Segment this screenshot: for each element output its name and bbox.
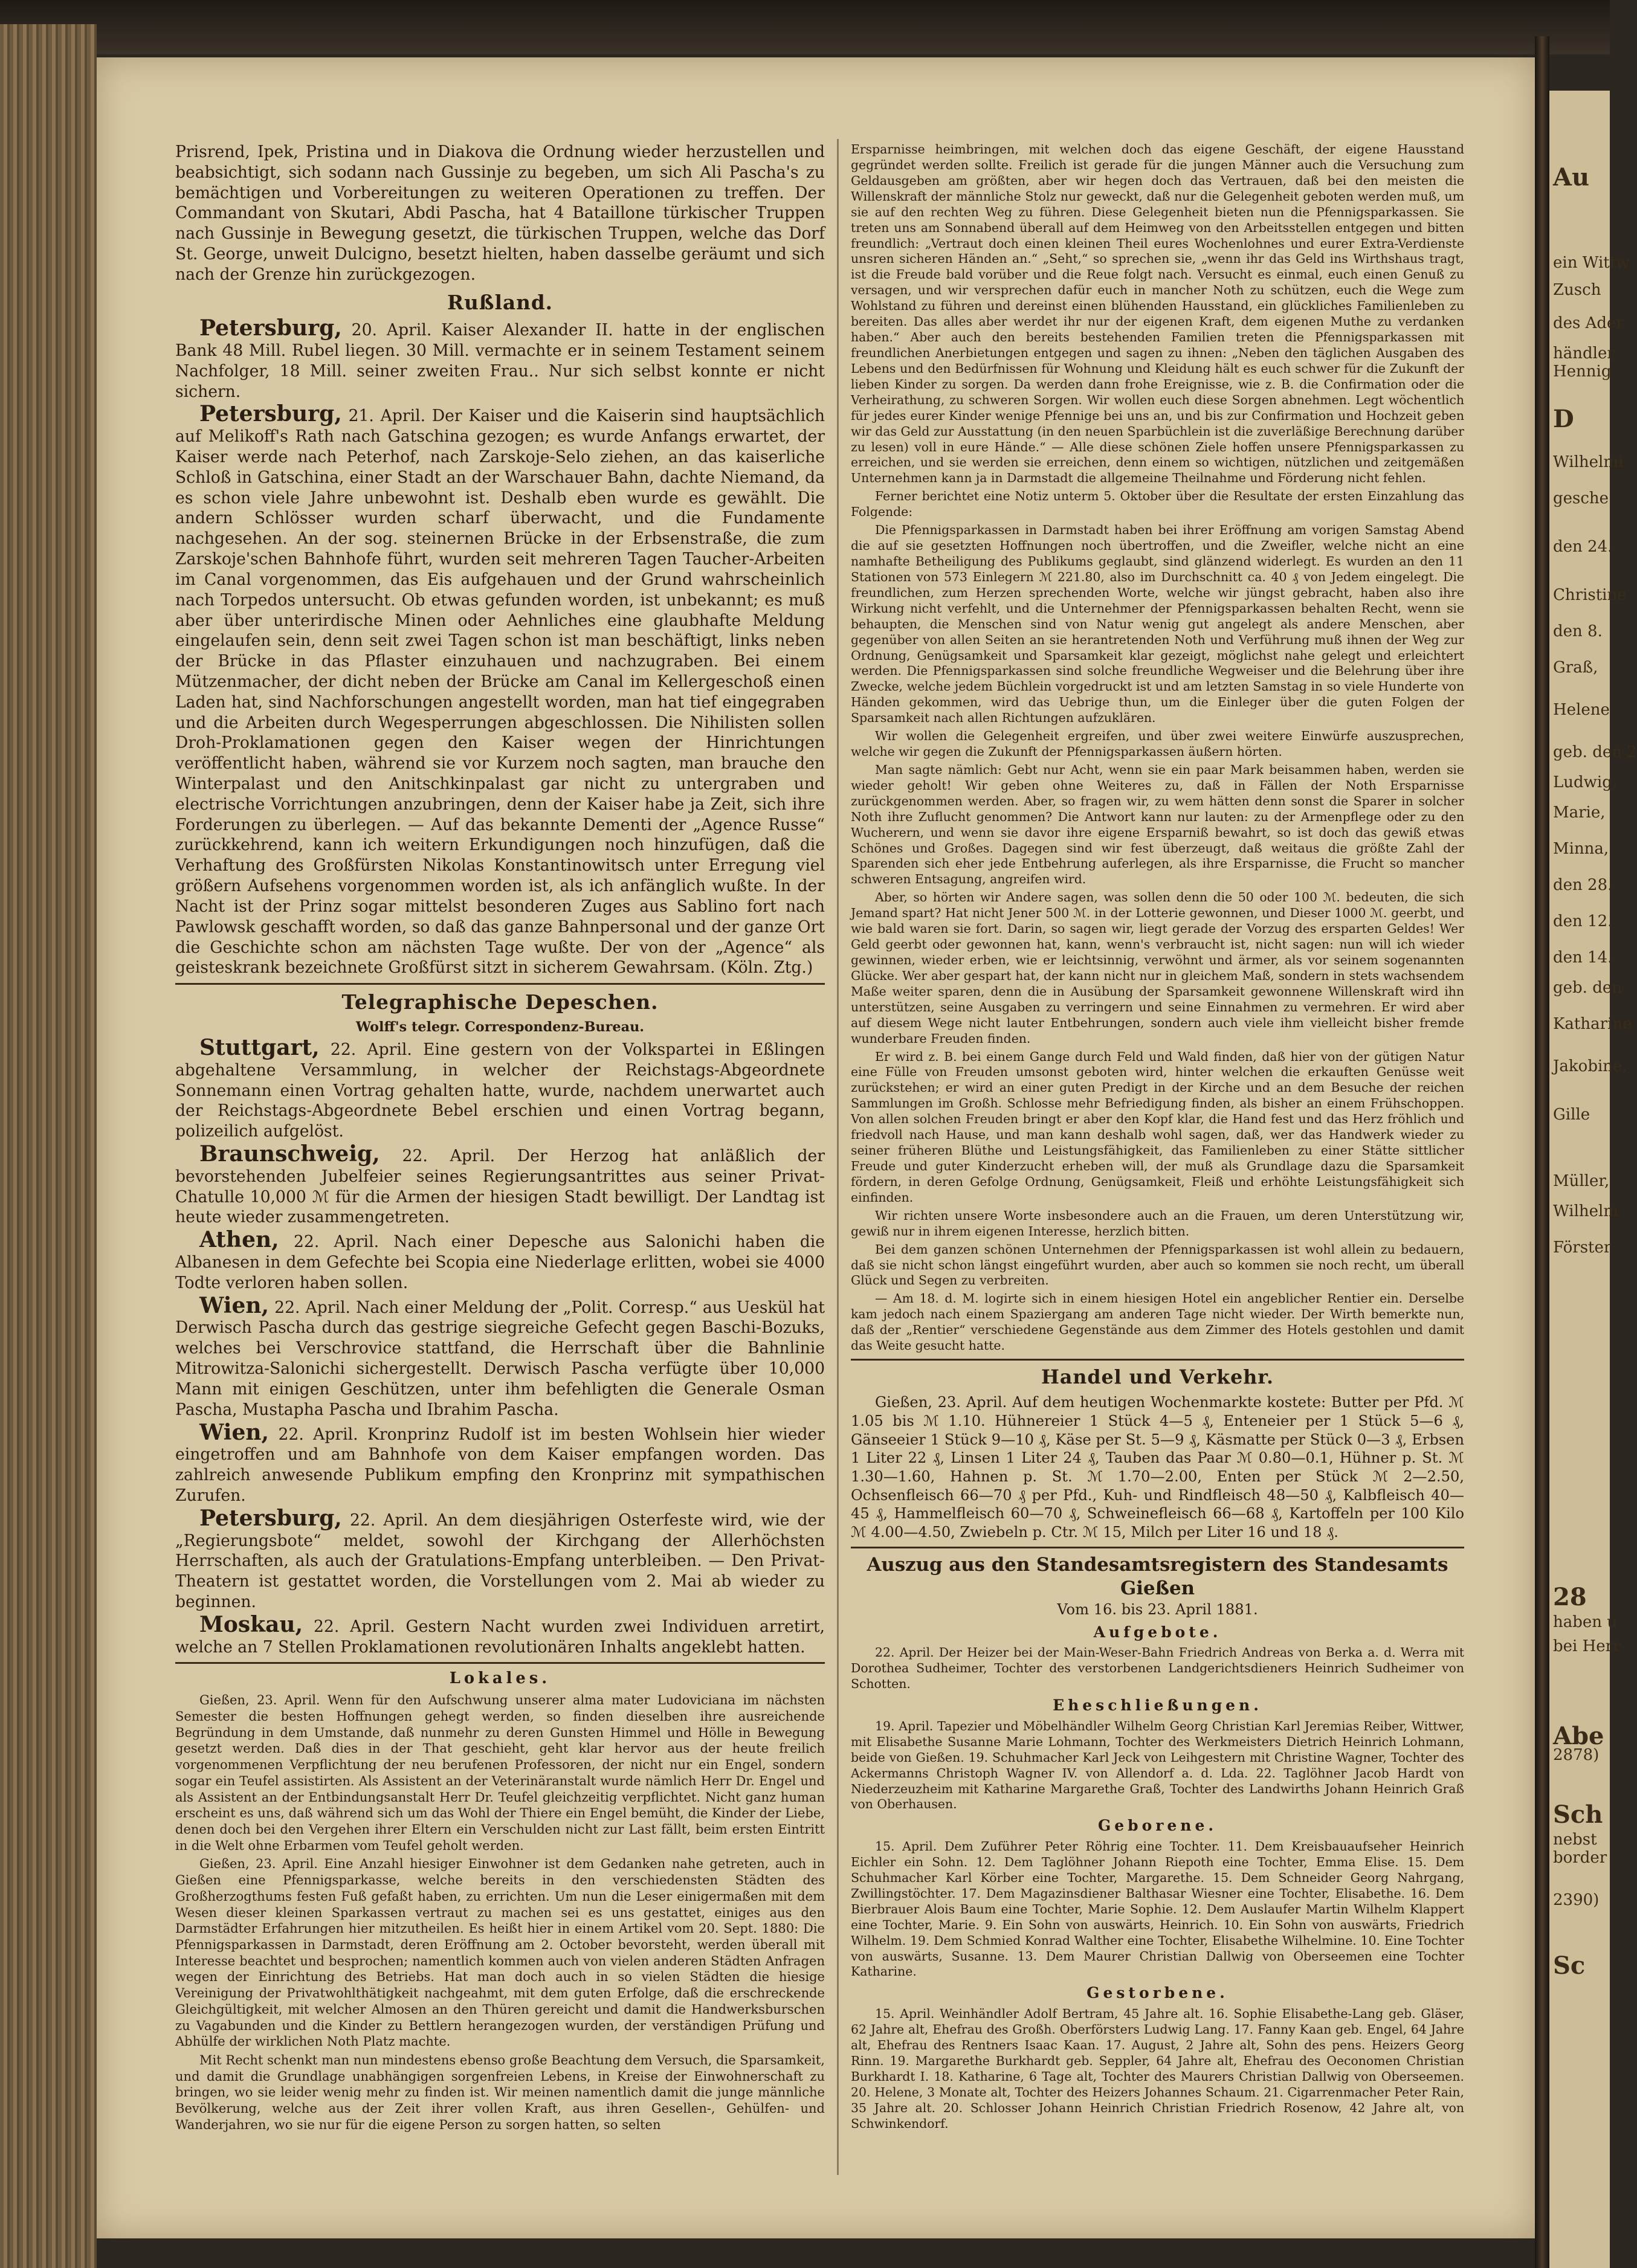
adjacent-page-text: Förster bbox=[1553, 1239, 1612, 1257]
telegram-stuttgart bbox=[175, 1034, 825, 1142]
dateline: Moskau, bbox=[199, 1611, 303, 1637]
registry-title: Auszug aus den Standesamtsregistern des Standesamts Gießen bbox=[867, 1553, 1448, 1599]
adjacent-page-text: 2878) bbox=[1553, 1746, 1600, 1764]
registry-dates: Vom 16. bis 23. April 1881. bbox=[1057, 1600, 1258, 1618]
adjacent-page-text: den 28. bbox=[1553, 876, 1613, 894]
adjacent-page-text: händler bbox=[1553, 344, 1615, 362]
article-text: 22. April. Gestern Nacht wurden zwei Individuen arretirt, welche an 7 Stellen Proklamationen revolutionären Inhalts angeklebt hatten. bbox=[175, 1617, 825, 1657]
adjacent-page-text: D bbox=[1553, 405, 1574, 433]
adjacent-page-text: Zusch bbox=[1553, 281, 1601, 299]
telegram-moskau bbox=[175, 1611, 825, 1658]
section-rule bbox=[851, 1547, 1464, 1548]
adjacent-page-text: border bbox=[1553, 1849, 1607, 1867]
section-rule bbox=[851, 1359, 1464, 1361]
adjacent-page-text: Ludwig, bbox=[1553, 773, 1618, 791]
book-spine bbox=[1535, 36, 1549, 2268]
adjacent-page-text: des Ader bbox=[1553, 314, 1624, 332]
continuation-paragraph: Bei dem ganzen schönen Unternehmen der Pfennigsparkassen ist wohl allein zu bedauern, daß sie nicht schon längst eingeführt wurden, aber auch so kommen sie noch recht, um überall Glück und Segen zu verbreiten. bbox=[851, 1242, 1464, 1288]
adjacent-page-text: den 12. bbox=[1553, 912, 1613, 930]
adjacent-page-text: Müller, bbox=[1553, 1172, 1610, 1190]
adjacent-page-text: Katharine bbox=[1553, 1015, 1632, 1033]
article-petersburg-2 bbox=[175, 401, 825, 978]
section-heading-russia: Rußland. bbox=[447, 290, 554, 314]
telegram-wien-2 bbox=[175, 1419, 825, 1506]
continuation-paragraph: Wir wollen die Gelegenheit ergreifen, und über zwei weitere Einwürfe auszusprechen, welche wir gegen die Zukunft der Pfennigsparkassen äußern hörten. bbox=[851, 729, 1464, 759]
section-heading-local: Lokales. bbox=[449, 1669, 551, 1688]
dateline: Stuttgart, bbox=[199, 1034, 320, 1060]
article-text: 22. April. Kronprinz Rudolf ist im besten Wohlsein hier wieder eingetroffen und am Bahnhofe von dem Kaiser empfangen worden. Das zahlreich anwesende Publikum empfing den Kronprinz mit sympathischen Zurufen. bbox=[175, 1425, 825, 1505]
article-text: 22. April. Der Herzog hat anläßlich der bevorstehenden Jubelfeier seines Regierungsantrittes aus seiner Privat-Chatulle 10,000 ℳ für die Armen der hiesigen Stadt bewilligt. Der Landtag ist heute wieder zusammengetreten. bbox=[175, 1146, 825, 1227]
continuation-paragraph: Man sagte nämlich: Gebt nur Acht, wenn sie ein paar Mark beisammen haben, werden sie wieder geholt! Wir geben ohne Weiteres zu, daß in Fällen der Noth Ersparnisse zurückgenommen werden. Aber, so fragen wir, zu wem hätten denn sonst die Sparer in solcher Noth ihre Zuflucht genommen? Die Antwort kann nur lauten: zu der Armenpflege oder zu den Wucherern, und wenn sie davor ihre eigene Ersparniß bewahrt, so ist doch das gewiß etwas Schönes und Großes. Dagegen sind wir fest überzeugt, daß weitaus die größte Zahl der Sparenden sich eher jede Entbehrung auferlegen, als ihre Ersparnisse, die Frucht so mancher schweren Entsagung, angreifen wird. bbox=[851, 762, 1464, 887]
adjacent-page-text: Marie, bbox=[1553, 804, 1606, 822]
continuation-paragraph: Ferner berichtet eine Notiz unterm 5. Oktober über die Resultate der ersten Einzahlung das Folgende: bbox=[851, 489, 1464, 520]
left-column bbox=[175, 142, 825, 2136]
registry-heading-banns: Aufgebote. bbox=[1093, 1623, 1222, 1641]
adjacent-page-text: Graß, bbox=[1553, 659, 1598, 677]
dateline: Petersburg, bbox=[199, 315, 342, 341]
adjacent-page-text: gesche bbox=[1553, 489, 1609, 507]
book-page-edges bbox=[0, 24, 97, 2268]
continuation-paragraph: Aber, so hörten wir Andere sagen, was sollen denn die 50 oder 100 ℳ. bedeuten, die sich Jemand spart? Hat nicht Jener 500 ℳ. in der Lotterie gewonnen, und Dieser 1000 ℳ. geerbt, und wie bald waren sie fort. Darin, so sagen wir, liegt gerade der Vorzug des ersparten Geldes! Wer Geld geerbt oder gewonnen hat, kann, wenn's verbraucht ist, nicht sagen: nun will ich wieder gewinnen, wieder erben, wie er leichtsinnig, verwöhnt und ärmer, als vor seinem sogenannten Glücke. Wer aber gespart hat, der kann nicht nur in gleichem Maß, sondern in stets wachsendem Maße weiter sparen, denn die in Ausübung der Sparsamkeit gewonnene Willenskraft wird ihn unterstützen, seine Ausgaben zu verringern und seine Einnahmen zu vermehren. Er wird aber auf diesem Wege nicht lauter Entbehrungen, sondern auch viele ihm vielleicht bisher fremde wunderbare Freuden finden. bbox=[851, 890, 1464, 1046]
telegram-petersburg bbox=[175, 1505, 825, 1612]
adjacent-page-text: den 24. bbox=[1553, 538, 1613, 556]
article-text: 20. April. Kaiser Alexander II. hatte in der englischen Bank 48 Mill. Rubel liegen. 30 Mill. vermachte er in seinem Testament seinem Nachfolger, 18 Mill. seiner zweiten Frau.. Nur sich selbst konnte er nicht sichern. bbox=[175, 321, 825, 401]
adjacent-page-text: den 14. bbox=[1553, 949, 1613, 967]
dateline: Petersburg, bbox=[199, 1505, 342, 1531]
right-column bbox=[851, 142, 1464, 2134]
article-petersburg-1 bbox=[175, 315, 825, 402]
adjacent-page-text: Sc bbox=[1553, 1951, 1586, 1980]
market-prices: Gießen, 23. April. Auf dem heutigen Wochenmarkte kostete: Butter per Pfd. ℳ 1.05 bis ℳ 1.10. Hühnereier 1 Stück 4—5 ₰, Enteneier per 1 Stück 5—6 ₰, Gänseeier 1 Stück 9—10 ₰, Käse per St. 5—9 ₰, Käsmatte per Stück 0—3 ₰, Erbsen 1 Liter 22 ₰, Linsen 1 Liter 24 ₰, Tauben das Paar ℳ 0.80—0.1, Hühner p. St. ℳ 1.30—1.60, Hahnen p. St. ℳ 1.70—2.00, Enten per Stück ℳ 2—2.50, Ochsenfleisch 66—70 ₰ per Pfd., Kuh- und Rindfleisch 48—50 ₰, Kalbfleisch 40—45 ₰, Hammelfleisch 60—70 ₰, Schweinefleisch 66—68 ₰, Kartoffeln per 100 Kilo ℳ 4.00—4.50, Zwiebeln p. Ctr. ℳ 15, Milch per Liter 16 und 18 ₰. bbox=[851, 1394, 1464, 1541]
section-rule bbox=[175, 983, 825, 985]
adjacent-page-text: ein Wittw bbox=[1553, 254, 1630, 272]
adjacent-page-text: bei Herr bbox=[1553, 1637, 1621, 1655]
registry-heading-deaths: Gestorbene. bbox=[1086, 1984, 1229, 2002]
adjacent-page-text: 2390) bbox=[1553, 1891, 1600, 1909]
adjacent-page-fragment bbox=[1549, 91, 1637, 2268]
registry-heading-marriages: Eheschließungen. bbox=[1053, 1696, 1262, 1715]
dateline: Wien, bbox=[199, 1292, 270, 1318]
registry-banns: 22. April. Der Heizer bei der Main-Weser-Bahn Friedrich Andreas von Berka a. d. Werra mit Dorothea Sudheimer, Tochter des verstorbenen Landgerichtsdieners Heinrich Sudheimer von Schotten. bbox=[851, 1645, 1464, 1692]
intro-paragraph: Prisrend, Ipek, Pristina und in Diakova die Ordnung wieder herzustellen und beabsichtigt, sich sodann nach Gussinje zu begeben, um sich Ali Pascha's zu bemächtigen und Vorbereitungen zu weiteren Operationen zu treffen. Der Commandant von Skutari, Abdi Pascha, hat 4 Bataillone türkischer Truppen nach Gussinje in Bewegung gesetzt, die türkischen Truppen, welche das Dorf St. George, unweit Dulcigno, besetzt hielten, haben dasselbe geräumt und sich nach der Grenze hin zurückgezogen. bbox=[175, 143, 825, 284]
local-article-2: Gießen, 23. April. Eine Anzahl hiesiger Einwohner ist dem Gedanken nahe getreten, auch in Gießen eine Pfennigsparkasse, welche bereits in den verschiedensten Städten des Großherzogthums festen Fuß gefaßt haben, zu errichten. Um nun die Leser einigermaßen mit dem Wesen dieser kleinen Sparkassen vertraut zu machen sei es uns gestattet, einiges aus den Darmstädter Erfahrungen hier mitzutheilen. Es heißt hier in einem Artikel vom 20. Sept. 1880: Die Pfennigsparkassen in Darmstadt, deren Eröffnung am 2. October bevorsteht, werden überall mit Interesse beachtet und besprochen; namentlich kommen auch von vielen anderen Städten Anfragen wegen der Einrichtung des Betriebs. Hat man doch auch in so vielen Städten die hiesige Vereinigung der Privatwohlthätigkeit nachgeahmt, mit dem guten Erfolge, daß die erschreckende Gleichgültigkeit, mit welcher Almosen an den Thüren gereicht und damit die Handwerksburschen zu Vagabunden und die Kinder zu Bettlern herangezogen wurden, der verständigen Prüfung und Abhülfe der wirklichen Noth Platz machte. bbox=[175, 1856, 825, 2049]
section-heading-trade: Handel und Verkehr. bbox=[1041, 1366, 1274, 1389]
dateline: Athen, bbox=[199, 1227, 279, 1253]
article-text: 22. April. An dem diesjährigen Osterfeste wird, wie der „Regierungsbote“ meldet, sowohl der Kirchgang der Allerhöchsten Herrschaften, als auch der Gratulations-Empfang unterbleiben. — Den Privat-Theatern ist gestattet worden, die Vorstellungen vom 2. Mai ab wieder zu beginnen. bbox=[175, 1510, 825, 1612]
telegram-braunschweig bbox=[175, 1141, 825, 1228]
local-article-3: Mit Recht schenkt man nun mindestens ebenso große Beachtung dem Versuch, die Sparsamkeit, und damit die Grundlage unabhängigen sorgenfreien Lebens, in Kreise der Einwohnerschaft zu bringen, wo sie leider wenig mehr zu finden ist. Wir meinen namentlich damit die junge männliche Bevölkerung, welche aus der Zeit ihrer vollen Kraft, aus ihren Gesellen-, Gehülfen- und Wanderjahren, wo sie nur für die eigene Person zu sorgen hatten, so selten bbox=[175, 2052, 825, 2132]
telegram-athen bbox=[175, 1227, 825, 1293]
registry-deaths: 15. April. Weinhändler Adolf Bertram, 45 Jahre alt. 16. Sophie Elisabethe-Lang geb. Gläser, 62 Jahre alt, Ehefrau des Großh. Oberförsters Ludwig Lang. 17. Fanny Kaan geb. Engel, 64 Jahre alt, Ehefrau des Rentners Isaac Kaan. 17. August, 2 Jahre alt, Sohn des pens. Heizers Georg Rinn. 19. Margarethe Burkhardt geb. Seppler, 64 Jahre alt, Ehefrau des Oeconomen Christian Burkhardt I. 18. Katharine, 6 Tage alt, Tochter des Maurers Christian Dallwig von Oberseemen. 20. Helene, 3 Monate alt, Tochter des Heizers Johannes Schaum. 21. Cigarrenmacher Peter Rain, 35 Jahre alt. 20. Schlosser Johann Heinrich Christian Friedrich Rosenow, 42 Jahre alt, von Schwinkendorf. bbox=[851, 2006, 1464, 2131]
adjacent-page-text: Jakobine, bbox=[1553, 1057, 1627, 1075]
scan-background bbox=[0, 0, 1610, 54]
adjacent-page-text: 28 bbox=[1553, 1583, 1587, 1611]
dateline: Petersburg, bbox=[199, 401, 342, 427]
adjacent-page-text: Christine bbox=[1553, 586, 1627, 604]
registry-heading-births: Geborene. bbox=[1097, 1817, 1218, 1835]
adjacent-page-text: Helene bbox=[1553, 701, 1610, 719]
section-rule bbox=[175, 1662, 825, 1664]
continuation-paragraph: Die Pfennigsparkassen in Darmstadt haben bei ihrer Eröffnung am vorigen Samstag Abend die auf sie gesetzten Hoffnungen noch übertroffen, und die Zweifler, welche nicht an eine namhafte Betheiligung des Publikums geglaubt, sind glänzend widerlegt. Es wurden an den 11 Stationen von 573 Einlegern ℳ 221.80, also im Durchschnitt ca. 40 ₰ von Jedem eingelegt. Die freundlichen, zum Herzen sprechenden Worte, welche wir jüngst gebracht, haben also ihre Wirkung nicht verfehlt, und die Unternehmer der Pfennigsparkassen behalten Recht, wenn sie behaupten, die Menschen sind von Natur wenig gut angelegt als andere Menschen, aber gegenüber von allen Seiten an sie herantretenden Noth und Verführung muß ihnen der Weg zur Ordnung, Genügsamkeit und Sparsamkeit klar gezeigt, möglichst nahe gelegt und erleichtert werden. Die Pfennigsparkassen sind solche freundliche Wegweiser und die Belehrung über ihre Zwecke, welche jedem Büchlein vorgedruckt ist und am letzten Samstag in so viele Hunderte von Händen gekommen, wird das Uebrige thun, um die Einleger über die guten Folgen der Sparsamkeit nach allen Richtungen aufzuklären. bbox=[851, 523, 1464, 726]
adjacent-page-text: den 8. bbox=[1553, 622, 1603, 640]
section-heading-telegrams: Telegraphische Depeschen. bbox=[341, 990, 659, 1014]
section-subheading-bureau: Wolff's telegr. Correspondenz-Bureau. bbox=[355, 1019, 645, 1035]
article-text: 22. April. Eine gestern von der Volkspartei in Eßlingen abgehaltene Versammlung, in welcher der Reichstags-Abgeordnete Sonnemann einen Vortrag gehalten hatte, wurde, nachdem unerwartet auch der Reichstags-Abgeordnete Bebel erschien und einen Vortrag begann, polizeilich aufgelöst. bbox=[175, 1040, 825, 1141]
adjacent-page-text: geb. den 2 bbox=[1553, 743, 1637, 761]
article-text: 21. April. Der Kaiser und die Kaiserin sind hauptsächlich auf Melikoff's Rath nach Gatschina gezogen; es wurde Anfangs erwartet, der Kaiser werde nach Peterhof, nach Zarskoje-Selo ziehen, an das kaiserliche Schloß in Gatschina, einer Stadt an der Warschauer Bahn, dachte Niemand, da es schon viele Jahre unbewohnt ist. Deshalb eben wurde es gewählt. Die andern Schlösser wurden scharf überwacht, und die Fundamente nachgesehen. An der sog. steinernen Brücke in der Erbsenstraße, die zum Zarskoje'schen Bahnhofe führt, wurden seit mehreren Tagen Taucher-Arbeiten im Canal vorgenommen, das Eis aufgehauen und der Grund wahrscheinlich nach Torpedos untersucht. Ob etwas gefunden worden, ist unbekannt; es muß aber über unterirdische Minen oder Aehnliches eine glaubhafte Meldung eingelaufen sein, denn seit zwei Tagen schon ist man beschäftigt, links neben der Brücke in das Pflaster einzuhauen und nachzugraben. Bei einem Mützenmacher, der dicht neben der Brücke am Canal im Kellergeschoß einen Laden hat, sind Nachforschungen angestellt worden, man hat tief eingegraben und die Arbeiten durch Wegesperrungen abgeschlossen. Die Nihilisten sollen Droh-Proklamationen gegen den Kaiser wegen der Hinrichtungen veröffentlicht haben, während sie vor Kurzem noch sagten, man brauche den Winterpalast und den Anitschkinpalast gar nicht zu untergraben und electrische Vorrichtungen anzubringen, denn der Kaiser habe ja Zeit, sich ihre Forderungen zu überlegen. — Auf das bekannte Dementi der „Agence Russe“ zurückkehrend, kann ich weitern Erkundigungen noch hinzufügen, daß die Verhaftung des Großfürsten Nikolas Konstantinowitsch unter Erregung viel größern Aufsehens vorgenommen worden ist, als ich anfänglich wußte. In der Nacht ist der Prinz sogar mittelst besonderen Zuges aus Sablino fort nach Pawlowsk geschafft worden, so daß das ganze Bahnpersonal und der ganze Ort die Geschichte schon am nächsten Tage wußte. Der von der „Agence“ als geisteskrank bezeichnete Großfürst sitzt in sicherem Gewahrsam. bbox=[175, 407, 825, 978]
local-article-1: Gießen, 23. April. Wenn für den Aufschwung unserer alma mater Ludoviciana im nächsten Semester die besten Hoffnungen gehegt werden, so finden dieselben ihre ausreichende Begründung in dem Umstande, daß nunmehr zu deren Gunsten Himmel und Hölle in Bewegung gesetzt werden. Daß dies in der That geschieht, geht klar hervor aus der heute freilich vorgenommenen Verpflichtung der neu berufenen Professoren, der nicht nur ein Engel, sondern sogar ein Teufel assistirten. Als Assistent an der Veterinäranstalt wurde nämlich Herr Dr. Engel und als Assistent an der Entbindungsanstalt Herr Dr. Teufel gleichzeitig verpflichtet. Nicht ganz human erscheint es uns, daß während sich um das Wohl der Thiere ein Engel bemüht, die Kinder der Liebe, denen doch bei den Vergehen ihrer Eltern ein Verschulden nicht zur Last fällt, beim ersten Eintritt in die Welt ohne Erbarmen vom Teufel geholt werden. bbox=[175, 1692, 825, 1853]
adjacent-page-text: nebst bbox=[1553, 1831, 1597, 1849]
column-divider bbox=[837, 139, 839, 2175]
dateline: Braunschweig, bbox=[199, 1141, 380, 1167]
adjacent-page-text: Sch bbox=[1553, 1800, 1603, 1829]
article-text: 22. April. Nach einer Meldung der „Polit. Corresp.“ aus Ueskül hat Derwisch Pascha durch das gestrige siegreiche Gefecht gegen Baschi-Bozuks, welches bei Verschrovice stattfand, die Herrschaft über die Bahnlinie Mitrowitza-Salonichi sichergestellt. Derwisch Pascha verfügte über 10,000 Mann mit einigen Geschützen, unter ihm befehligten die Generale Osman Pascha, Mustapha Pascha und Ibrahim Pascha. bbox=[175, 1298, 825, 1419]
continuation-paragraph: Wir richten unsere Worte insbesondere auch an die Frauen, um deren Unterstützung wir, gewiß nur in ihrem eigenen Interesse, herzlich bitten. bbox=[851, 1208, 1464, 1239]
adjacent-page-text: Abe bbox=[1553, 1722, 1604, 1750]
registry-births: 15. April. Dem Zuführer Peter Röhrig eine Tochter. 11. Dem Kreisbauaufseher Heinrich Eichler ein Sohn. 12. Dem Taglöhner Johann Riepoth eine Tochter, Emma Elise. 15. Dem Schuhmacher Karl Körber eine Tochter, Margarethe. 15. Dem Schneider Georg Nahrgang, Zwillingstöchter. 17. Dem Magazinsdiener Balthasar Wiesner eine Tochter, Elisabethe. 16. Dem Bierbrauer Alois Baum eine Tochter, Marie Sophie. 12. Dem Auslaufer Martin Wilhelm Klappert eine Tochter, Marie. 9. Ein Sohn von auswärts, Heinrich. 10. Ein Sohn von auswärts, Friedrich Wilhelm. 19. Dem Schmied Konrad Walther eine Tochter, Elisabethe Wilhelmine. 10. Eine Tochter von auswärts, Susanne. 13. Dem Maurer Christian Dallwig von Oberseemen eine Tochter Katharine. bbox=[851, 1839, 1464, 1979]
continuation-paragraph: Er wird z. B. bei einem Gange durch Feld und Wald finden, daß hier von der gütigen Natur eine Fülle von Freuden umsonst geboten wird, hinter welchen die erkauften Genüsse weit zurückstehen; er wird an einer guten Predigt in der Kirche und an dem Besuche der reichen Sammlungen im Großh. Schlosse mehr Befriedigung finden, als bisher an einem Frühschoppen. Von allen solchen Freuden bringt er aber den Kopf klar, die Hand fest und das Herz fröhlich und friedvoll nach Hause, und man kann deshalb wohl sagen, daß, wer das Handwerk wieder zu seiner früheren Blüthe und Leistungsfähigkeit, das Familienleben zu einer Stätte sittlicher Freude und guter Kinderzucht erheben will, der muß als Grundlage dazu die Sparsamkeit fördern, in deren Gefolge Ordnung, Genügsamkeit, Fleiß und erhöhte Leistungsfähigkeit sich einfinden. bbox=[851, 1049, 1464, 1205]
article-text: 22. April. Nach einer Depesche aus Salonichi haben die Albanesen in dem Gefechte bei Scopia eine Niederlage erlitten, wobei sie 4000 Todte verloren haben sollen. bbox=[175, 1232, 825, 1292]
notice-rentier: — Am 18. d. M. logirte sich in einem hiesigen Hotel ein angeblicher Rentier ein. Derselbe kam jedoch nach einem Spaziergang am anderen Tage nicht wieder. Der Wirth bemerkte nun, daß der „Rentier“ verschiedene Gegenstände aus dem Zimmer des Hotels gestohlen und damit das Weite gesucht hatte. bbox=[851, 1291, 1464, 1353]
adjacent-page-text: Minna, bbox=[1553, 840, 1609, 858]
adjacent-page-text: Wilhelmi bbox=[1553, 453, 1624, 471]
dateline: Wien, bbox=[199, 1419, 270, 1445]
adjacent-page-text: Au bbox=[1553, 163, 1590, 192]
registry-marriages: 19. April. Tapezier und Möbelhändler Wilhelm Georg Christian Karl Jeremias Reiber, Wittwer, mit Elisabethe Susanne Marie Lohmann, Tochter des Werkmeisters Dietrich Heinrich Lohmann, beide von Gießen. 19. Schuhmacher Karl Jeck von Leihgestern mit Christine Wagner, Tochter des Ackermanns Christoph Wagner IV. von Allendorf a. d. Lda. 22. Taglöhner Jacob Hardt von Niederzeuzheim mit Katharine Margarethe Graß, Tochter des Landwirths Johann Heinrich Graß von Oberhausen. bbox=[851, 1718, 1464, 1812]
continuation-paragraph: Ersparnisse heimbringen, mit welchen doch das eigene Geschäft, der eigene Hausstand gegründet werden sollte. Freilich ist gerade für die jungen Männer auch die Versuchung zum Geldausgeben am größten, aber wir hegen doch das Vertrauen, daß bei den meisten die Willenskraft der männliche Stolz nur geweckt, daß nur die Gelegenheit geboten werden muß, um sie auf den rechten Weg zu führen. Diese Gelegenheit bieten nun die Pfennigsparkassen. Sie treten uns am Sonnabend überall auf dem Heimweg von den Arbeitsstellen entgegen und bitten freundlich: „Vertraut doch einen kleinen Theil eures Wochenlohnes und eurer Extra-Verdienste unsren sicheren Händen an.“ „Seht,“ so sprechen sie, „wenn ihr das Geld ins Wirthshaus tragt, ist die Freude bald vorüber und die Reue folgt nach. Versucht es einmal, euch einen Genuß zu versagen, und wir versprechen dafür euch in mancher Noth zu schützen, euch die Wege zum Wohlstand zu führen und dereinst einen blühenden Hausstand, ein glückliches Familienleben zu bereiten. Das alles aber werdet ihr nur der eigenen Kraft, dem eigenen Muthe zu verdanken haben.“ Aber auch den bereits bestehenden Familien treten die Pfennigsparkassen mit freundlichen Anerbietungen entgegen und sagen zu ihnen: „Neben den täglichen Ausgaben des Lebens und den Bedürfnissen für Wohnung und Kleidung hält es euch schwer für die Zukunft der lieben Kinder zu sorgen. Da werden dann frohe Ereignisse, wie z. B. die Confirmation oder die Verheirathung, zu schweren Sorgen. Wir wollen euch diese Sorgen abnehmen. Legt wöchentlich für jedes eurer Kinder wenige Pfennige bei uns an, und bis zur Confirmation und Hochzeit geben wir das Geld zur Ausstattung (in den neuen Sparbüchlein ist die zuverläßige Berechnung darüber zu lesen) voll in eure Hände.“ — Alle diese schönen Ziele hoffen unsere Pfennigsparkassen zu erreichen, und sie werden sie erreichen, denn einem so wichtigen, nützlichen und zeitgemäßen Unternehmen kann ja in Darmstadt die allgemeine Theilnahme und Förderung nicht fehlen. bbox=[851, 142, 1464, 486]
adjacent-page-text: Wilhelm bbox=[1553, 1202, 1618, 1220]
adjacent-page-text: Hennig bbox=[1553, 362, 1612, 381]
adjacent-page-text: Gille bbox=[1553, 1106, 1590, 1124]
telegram-wien-1 bbox=[175, 1292, 825, 1420]
adjacent-page-text: haben u bbox=[1553, 1613, 1618, 1631]
article-source: (Köln. Ztg.) bbox=[720, 958, 813, 978]
adjacent-page-text: geb. den bbox=[1553, 979, 1622, 997]
